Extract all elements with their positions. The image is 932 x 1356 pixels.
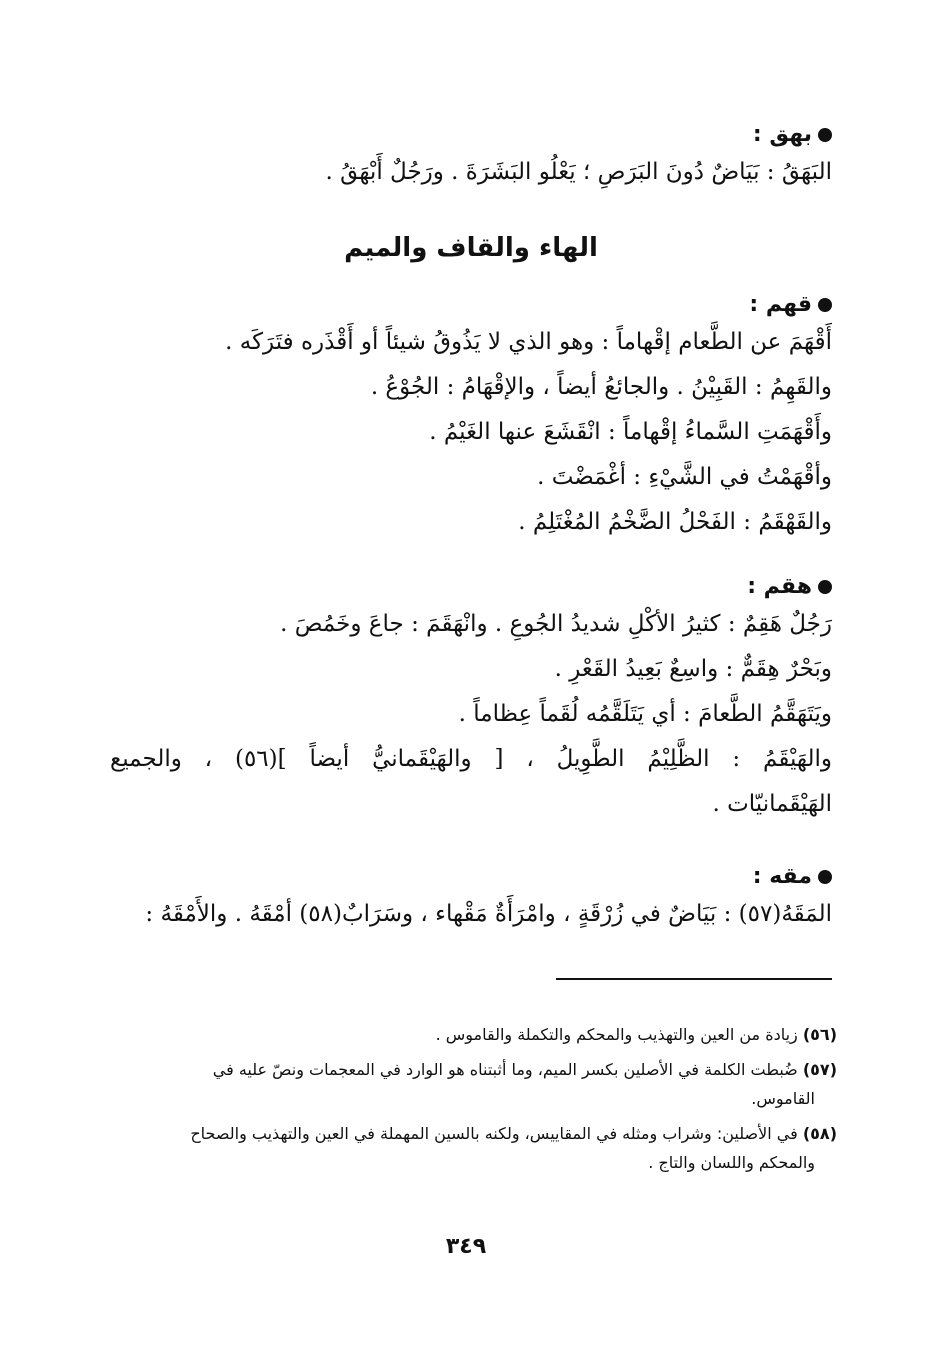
entry-line: والقَهِمُ : القَبِيْنُ . والجائعُ أيضاً ، والإقْهَامُ : الجُوْعُ .: [370, 374, 832, 400]
entry-line: البَهَقُ : بَيَاضٌ دُونَ البَرَصِ ؛ يَعْلُو البَشَرَةَ . ورَجُلٌ أَبْهَقُ .: [325, 159, 832, 185]
bullet-icon: [818, 128, 832, 142]
entry-line: المَقَهُ(٥٧) : بَيَاضٌ في زُرْقَةٍ ، وامْرَأَةٌ مَقْهاء ، وسَرَابٌ(٥٨) أمْقَهُ . والأَمْقَهُ :: [145, 901, 832, 927]
entry-line: رَجُلٌ هَقِمٌ : كثيرُ الأكْلِ شديدُ الجُوعِ . وانْهَقَمَ : جاعَ وخَمُصَ .: [280, 611, 832, 637]
footnote-58: (٥٨) في الأصلين: وشراب ومثله في المقاييس، ولكنه بالسين المهملة في العين والتهذيب والصحاح والمحكم واللسان والتاج .: [190, 1124, 837, 1172]
section-title: الهاء والقاف والميم: [344, 233, 598, 263]
footnotes: [110, 1020, 837, 1183]
page-number: ٣٤٩: [445, 1234, 487, 1259]
bullet-icon: [818, 298, 832, 312]
entry-line: الهَيْقَمانيّات .: [712, 791, 832, 817]
entry-qahm: [110, 290, 832, 545]
entry-heading: بهق :: [110, 120, 832, 150]
entry-line: ويَتَهَقَّمُ الطَّعامَ : أي يَتَلَقَّمُه لُقَماً عِظاماً .: [458, 701, 832, 727]
entry-heading: مقه :: [110, 862, 832, 892]
entry-line: والهَيْقَمُ : الظَّلِيْمُ الطَّوِيلُ ، [ والهَيْقَمانيُّ أيضاً ](٥٦) ، والجميع: [110, 746, 832, 772]
footnote-56: (٥٦) زيادة من العين والتهذيب والمحكم والتكملة والقاموس .: [435, 1025, 837, 1044]
entry-line: وأقْهَمْتُ في الشَّيْءِ : أغْمَضْتَ .: [537, 464, 832, 490]
footnote-separator: [556, 978, 832, 980]
entry-haqm: [110, 572, 832, 827]
entry-bahaq: [110, 120, 832, 195]
entry-heading: قهم :: [110, 290, 832, 320]
entry-line: والقَهْقَمُ : الفَحْلُ الضَّخْمُ المُغْتَلِمُ .: [518, 509, 832, 535]
bullet-icon: [818, 580, 832, 594]
entry-line: أَقْهَمَ عن الطَّعام إقْهاماً : وهو الذي لا يَذُوقُ شيئاً أو أَقْذَره فتَرَكَه .: [225, 329, 832, 355]
entry-line: وبَحْرٌ هِقَمٌّ : واسِعٌ بَعِيدُ القَعْرِ .: [554, 656, 832, 682]
entry-maqh: [110, 862, 832, 937]
entry-heading: هقم :: [110, 572, 832, 602]
entry-line: وأَقْهَمَتِ السَّماءُ إقْهاماً : انْقَشَعَ عنها الغَيْمُ .: [429, 419, 832, 445]
bullet-icon: [818, 870, 832, 884]
footnote-57: (٥٧) ضُبطت الكلمة في الأصلين بكسر الميم، وما أثبتناه هو الوارد في المعجمات ونصّ عليه في القاموس.: [212, 1060, 837, 1108]
